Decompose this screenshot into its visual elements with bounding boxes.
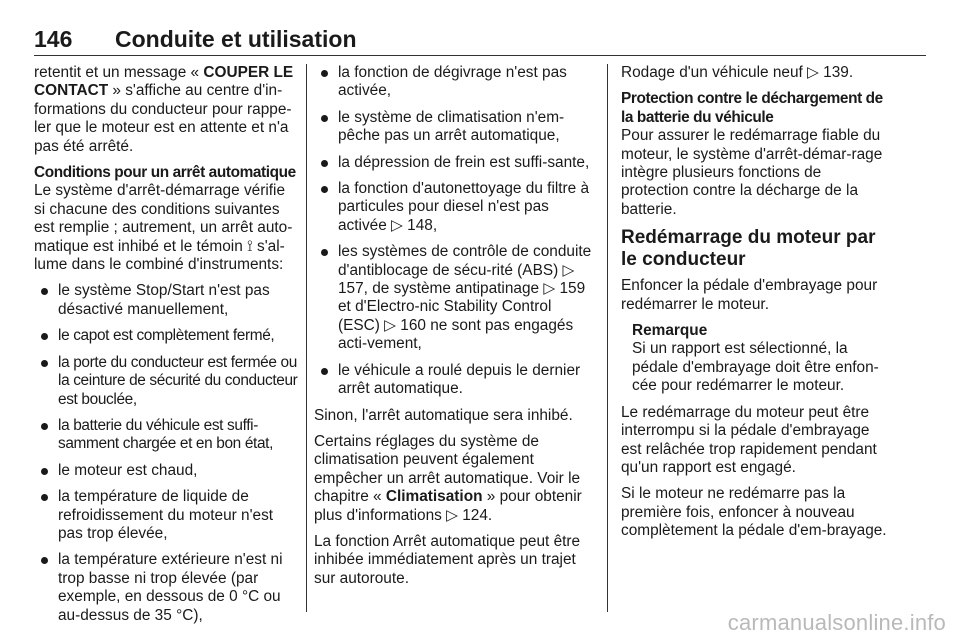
bullet-dot — [41, 468, 48, 475]
list-item: le capot est complètement fermé, — [34, 327, 300, 345]
note-box — [621, 322, 889, 396]
column-divider-2 — [607, 64, 608, 612]
list-item: le système Stop/Start n'est pas désactivé manuellement, — [34, 282, 300, 319]
inhibit-paragraph: Sinon, l'arrêt automatique sera inhibé. — [314, 406, 573, 424]
list-item: le moteur est chaud, — [34, 462, 300, 480]
page-header — [34, 26, 926, 52]
list-item: la fonction d'autonettoyage du filtre à particules pour diesel n'est pas activée ▷ 148, — [314, 180, 592, 235]
restart-paragraph: Enfoncer la pédale d'embrayage pour redémarrer le moteur. — [621, 277, 878, 313]
bullet-dot — [321, 160, 328, 167]
bullet-dot — [41, 288, 48, 295]
list-item: le véhicule a roulé depuis le dernier arrêt automatique. — [314, 362, 592, 399]
bullet-dot — [41, 423, 48, 430]
note-text: Si un rapport est sélectionné, la pédale d'embrayage doit être enfon-cée pour redémarrer le moteur. — [632, 340, 879, 395]
page-number: 146 — [34, 26, 73, 52]
section-heading-battery: Protection contre le déchargement de la batterie du véhicule — [621, 90, 883, 126]
intro-paragraph: retentit et un message « COUPER LE CONTACT » s'affiche au centre d'in-formations du conducteur pour rappe-ler que le moteur est en attente et n'a pas été arrêté. — [34, 64, 294, 155]
interrupt-paragraph: Le redémarrage du moteur peut être interrompu si la pédale d'embrayage est relâchée trop rapidement pendant qu'un rapport est engagé. — [621, 403, 877, 476]
bullet-dot — [41, 494, 48, 501]
bullet-dot — [321, 368, 328, 375]
page-title: Conduite et utilisation — [115, 26, 357, 52]
conditions-list-continued — [314, 64, 592, 399]
intro-bold-message: COUPER LE CONTACT — [34, 64, 294, 100]
list-item: la porte du conducteur est fermée ou la ceinture de sécurité du conducteur est bouclée, — [34, 354, 300, 409]
list-item: le système de climatisation n'em-pêche pas un arrêt automatique, — [314, 109, 592, 146]
bullet-dot — [41, 360, 48, 367]
climate-chapter-link: Climatisation — [385, 488, 483, 506]
column-2 — [314, 64, 592, 596]
bullet-dot — [41, 333, 48, 340]
bullet-dot — [321, 186, 328, 193]
highway-paragraph: La fonction Arrêt automatique peut être inhibée immédiatement après un trajet sur autoroute. — [314, 532, 581, 587]
conditions-list — [34, 282, 300, 625]
bullet-dot — [321, 115, 328, 122]
list-item: la température de liquide de refroidissement du moteur n'est pas trop élevée, — [34, 488, 300, 543]
battery-paragraph: Pour assurer le redémarrage fiable du moteur, le système d'arrêt-démar-rage intègre plusieurs fonctions de protection contre la décharge de la batterie. — [621, 127, 883, 218]
section-heading-restart: Redémarrage du moteur par le conducteur — [621, 227, 876, 271]
column-1 — [34, 64, 300, 633]
bullet-dot — [41, 557, 48, 564]
list-item: les systèmes de contrôle de conduite d'antiblocage de sécu-rité (ABS) ▷ 157, de système antipatinage ▷ 159 et d'Electro-nic Stability Control (ESC) ▷ 160 ne sont pas engagés acti-vement, — [314, 243, 592, 353]
list-item: la dépression de frein est suffi-sante, — [314, 154, 592, 172]
bullet-dot — [321, 70, 328, 77]
watermark: carmanualsonline.info — [727, 610, 946, 635]
column-3 — [621, 64, 889, 549]
climate-paragraph: Certains réglages du système de climatisation peuvent également empêcher un arrêt automatique. Voir le chapitre « Climatisation » pour obtenir plus d'informations ▷ 124. — [314, 432, 582, 524]
bullet-dot — [321, 249, 328, 256]
note-title: Remarque — [632, 322, 708, 340]
list-item: la température extérieure n'est ni trop basse ni trop élevée (par exemple, en dessous de 0 °C ou au-dessus de 35 °C), — [34, 551, 300, 625]
header-rule — [34, 55, 926, 56]
column-divider-1 — [306, 64, 307, 612]
break-in-reference: Rodage d'un véhicule neuf ▷ 139. — [621, 64, 854, 81]
list-item: la fonction de dégivrage n'est pas activée, — [314, 64, 592, 101]
conditions-paragraph: Le système d'arrêt-démarrage vérifie si chacune des conditions suivantes est remplie ; autrement, un arrêt auto-matique est inhibé et le témoin ⟟ s'al-lume dans le combiné d'instruments: — [34, 182, 293, 274]
retry-paragraph: Si le moteur ne redémarre pas la première fois, enfoncer à nouveau complètement la pédale d'em-brayage. — [621, 485, 887, 540]
list-item: la batterie du véhicule est suffi-samment chargée et en bon état, — [34, 417, 300, 454]
section-heading-conditions: Conditions pour un arrêt automatique — [34, 164, 296, 182]
